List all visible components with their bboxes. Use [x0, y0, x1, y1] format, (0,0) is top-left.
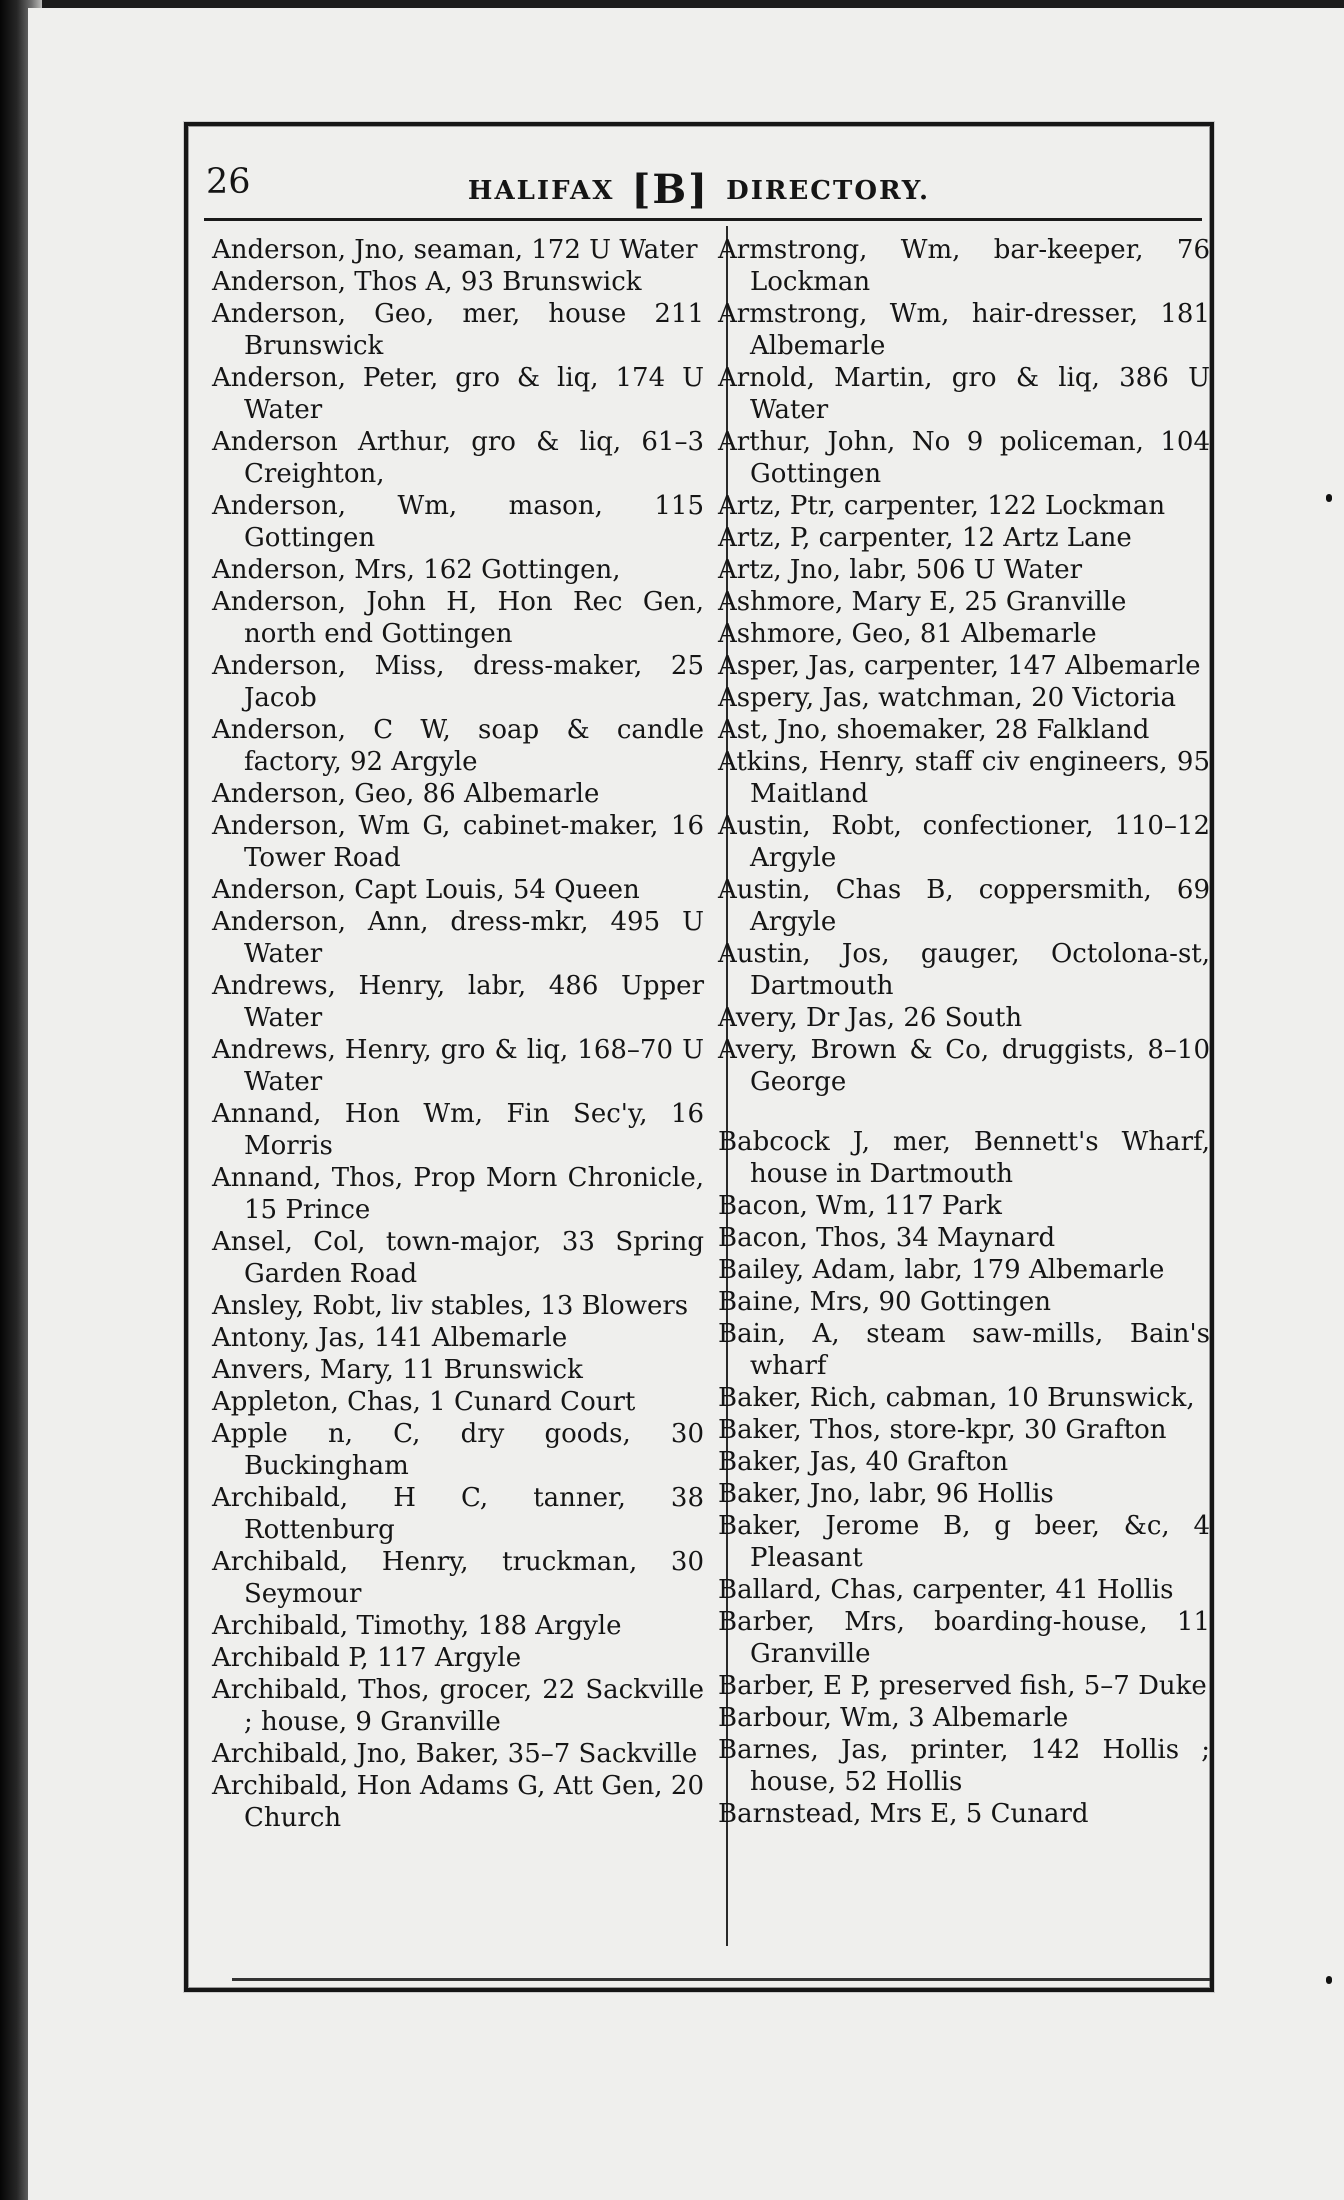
directory-entry: Archibald, H C, tanner, 38 Rottenburg: [212, 1483, 704, 1545]
directory-entry: Bacon, Wm, 117 Park: [718, 1191, 1002, 1221]
directory-entry: Bain, A, steam saw-mills, Bain's wharf: [718, 1319, 1210, 1381]
title-directory: DIRECTORY.: [726, 176, 931, 206]
directory-entry: Annand, Thos, Prop Morn Chronicle, 15 Prince: [212, 1163, 704, 1225]
directory-entry: Artz, P, carpenter, 12 Artz Lane: [718, 523, 1132, 553]
directory-entry: Anderson, Ann, dress-mkr, 495 U Water: [212, 907, 704, 969]
directory-entry: Aspery, Jas, watchman, 20 Victoria: [718, 683, 1176, 713]
directory-entry: Avery, Dr Jas, 26 South: [718, 1003, 1023, 1033]
directory-entry: Ashmore, Geo, 81 Albemarle: [718, 619, 1097, 649]
directory-entry: Avery, Brown & Co, druggists, 8–10 George: [718, 1035, 1210, 1097]
directory-entry: Andrews, Henry, gro & liq, 168–70 U Water: [212, 1035, 704, 1097]
directory-entry: Arthur, John, No 9 policeman, 104 Gottingen: [718, 427, 1210, 489]
page-header: [204, 154, 1194, 213]
title-city: HALIFAX: [467, 176, 615, 206]
right-column: [718, 234, 1210, 1830]
directory-entry: Atkins, Henry, staff civ engineers, 95 Maitland: [718, 747, 1210, 809]
directory-entry: Artz, Ptr, carpenter, 122 Lockman: [718, 491, 1166, 521]
directory-entry: Barber, E P, preserved fish, 5–7 Duke: [718, 1671, 1207, 1701]
directory-entry: Babcock J, mer, Bennett's Wharf, house in Dartmouth: [718, 1127, 1210, 1189]
directory-entry: Anderson, Peter, gro & liq, 174 U Water: [212, 363, 704, 425]
directory-entry: Baker, Jerome B, g beer, &c, 4 Pleasant: [718, 1511, 1210, 1573]
bottom-rule: [232, 1978, 1210, 1981]
directory-entry: Anderson, Wm, mason, 115 Gottingen: [212, 491, 704, 553]
directory-entry: Barber, Mrs, boarding-house, 11 Granville: [718, 1607, 1210, 1669]
directory-entry: Arnold, Martin, gro & liq, 386 U Water: [718, 363, 1210, 425]
directory-entry: Apple n, C, dry goods, 30 Buckingham: [212, 1419, 704, 1481]
directory-entry: Archibald, Timothy, 188 Argyle: [212, 1611, 622, 1641]
directory-entry: Barnes, Jas, printer, 142 Hollis ; house, 52 Hollis: [718, 1735, 1210, 1797]
directory-entry: Antony, Jas, 141 Albemarle: [212, 1323, 568, 1353]
directory-entry: Ansel, Col, town-major, 33 Spring Garden Road: [212, 1227, 704, 1289]
directory-entry: Anderson, C W, soap & candle factory, 92 Argyle: [212, 715, 704, 777]
directory-entry: Baine, Mrs, 90 Gottingen: [718, 1287, 1052, 1317]
directory-entry: Bacon, Thos, 34 Maynard: [718, 1223, 1056, 1253]
header-rule: [204, 218, 1202, 221]
directory-entry: Bailey, Adam, labr, 179 Albemarle: [718, 1255, 1165, 1285]
directory-entry: Barbour, Wm, 3 Albemarle: [718, 1703, 1069, 1733]
directory-entry: Anderson, Geo, 86 Albemarle: [212, 779, 600, 809]
directory-entry: Asper, Jas, carpenter, 147 Albemarle: [718, 651, 1201, 681]
directory-entry: Anderson Arthur, gro & liq, 61–3 Creighton,: [212, 427, 704, 489]
page-number: 26: [206, 162, 251, 202]
directory-entry: Archibald, Jno, Baker, 35–7 Sackville: [212, 1739, 698, 1769]
directory-entry: Armstrong, Wm, hair-dresser, 181 Albemarle: [718, 299, 1210, 361]
directory-entry: Annand, Hon Wm, Fin Sec'y, 16 Morris: [212, 1099, 704, 1161]
directory-entry: Anderson, John H, Hon Rec Gen, north end Gottingen: [212, 587, 704, 649]
directory-entry: Archibald, Hon Adams G, Att Gen, 20 Church: [212, 1771, 704, 1833]
directory-entry: Austin, Jos, gauger, Octolona-st, Dartmouth: [718, 939, 1210, 1001]
directory-entry: Armstrong, Wm, bar-keeper, 76 Lockman: [718, 235, 1210, 297]
directory-entry: Anderson, Geo, mer, house 211 Brunswick: [212, 299, 704, 361]
directory-entry: Ashmore, Mary E, 25 Granville: [718, 587, 1127, 617]
directory-entry: Anderson, Jno, seaman, 172 U Water: [212, 235, 698, 265]
directory-entry: Artz, Jno, labr, 506 U Water: [718, 555, 1083, 585]
directory-entry: Ast, Jno, shoemaker, 28 Falkland: [718, 715, 1150, 745]
directory-entry: Baker, Jas, 40 Grafton: [718, 1447, 1009, 1477]
directory-entry: Austin, Chas B, coppersmith, 69 Argyle: [718, 875, 1210, 937]
ink-speck: [1326, 494, 1332, 502]
left-column: [212, 234, 704, 1834]
directory-entry: Archibald, Thos, grocer, 22 Sackville ; house, 9 Granville: [212, 1675, 704, 1737]
directory-entry: Baker, Thos, store-kpr, 30 Grafton: [718, 1415, 1167, 1445]
directory-entry: Ansley, Robt, liv stables, 13 Blowers: [212, 1291, 689, 1321]
directory-entry: Archibald, Henry, truckman, 30 Seymour: [212, 1547, 704, 1609]
directory-entry: Anderson, Thos A, 93 Brunswick: [212, 267, 642, 297]
directory-entry: Anvers, Mary, 11 Brunswick: [212, 1355, 583, 1385]
ink-speck: [1326, 1976, 1332, 1984]
page-title: [204, 166, 1194, 213]
directory-entry: Appleton, Chas, 1 Cunard Court: [212, 1387, 636, 1417]
directory-entry: Barnstead, Mrs E, 5 Cunard: [718, 1799, 1089, 1829]
directory-entry: Anderson, Miss, dress-maker, 25 Jacob: [212, 651, 704, 713]
directory-entry: Baker, Jno, labr, 96 Hollis: [718, 1479, 1054, 1509]
directory-entry: Ballard, Chas, carpenter, 41 Hollis: [718, 1575, 1174, 1605]
directory-entry: Archibald P, 117 Argyle: [212, 1643, 522, 1673]
directory-entry: Austin, Robt, confectioner, 110–12 Argyle: [718, 811, 1210, 873]
directory-entry: Andrews, Henry, labr, 486 Upper Water: [212, 971, 704, 1033]
directory-entry: Anderson, Capt Louis, 54 Queen: [212, 875, 640, 905]
directory-entry: Anderson, Mrs, 162 Gottingen,: [212, 555, 621, 585]
directory-entry: Anderson, Wm G, cabinet-maker, 16 Tower Road: [212, 811, 704, 873]
directory-entry: Baker, Rich, cabman, 10 Brunswick,: [718, 1383, 1195, 1413]
title-letter: [B]: [631, 166, 710, 213]
